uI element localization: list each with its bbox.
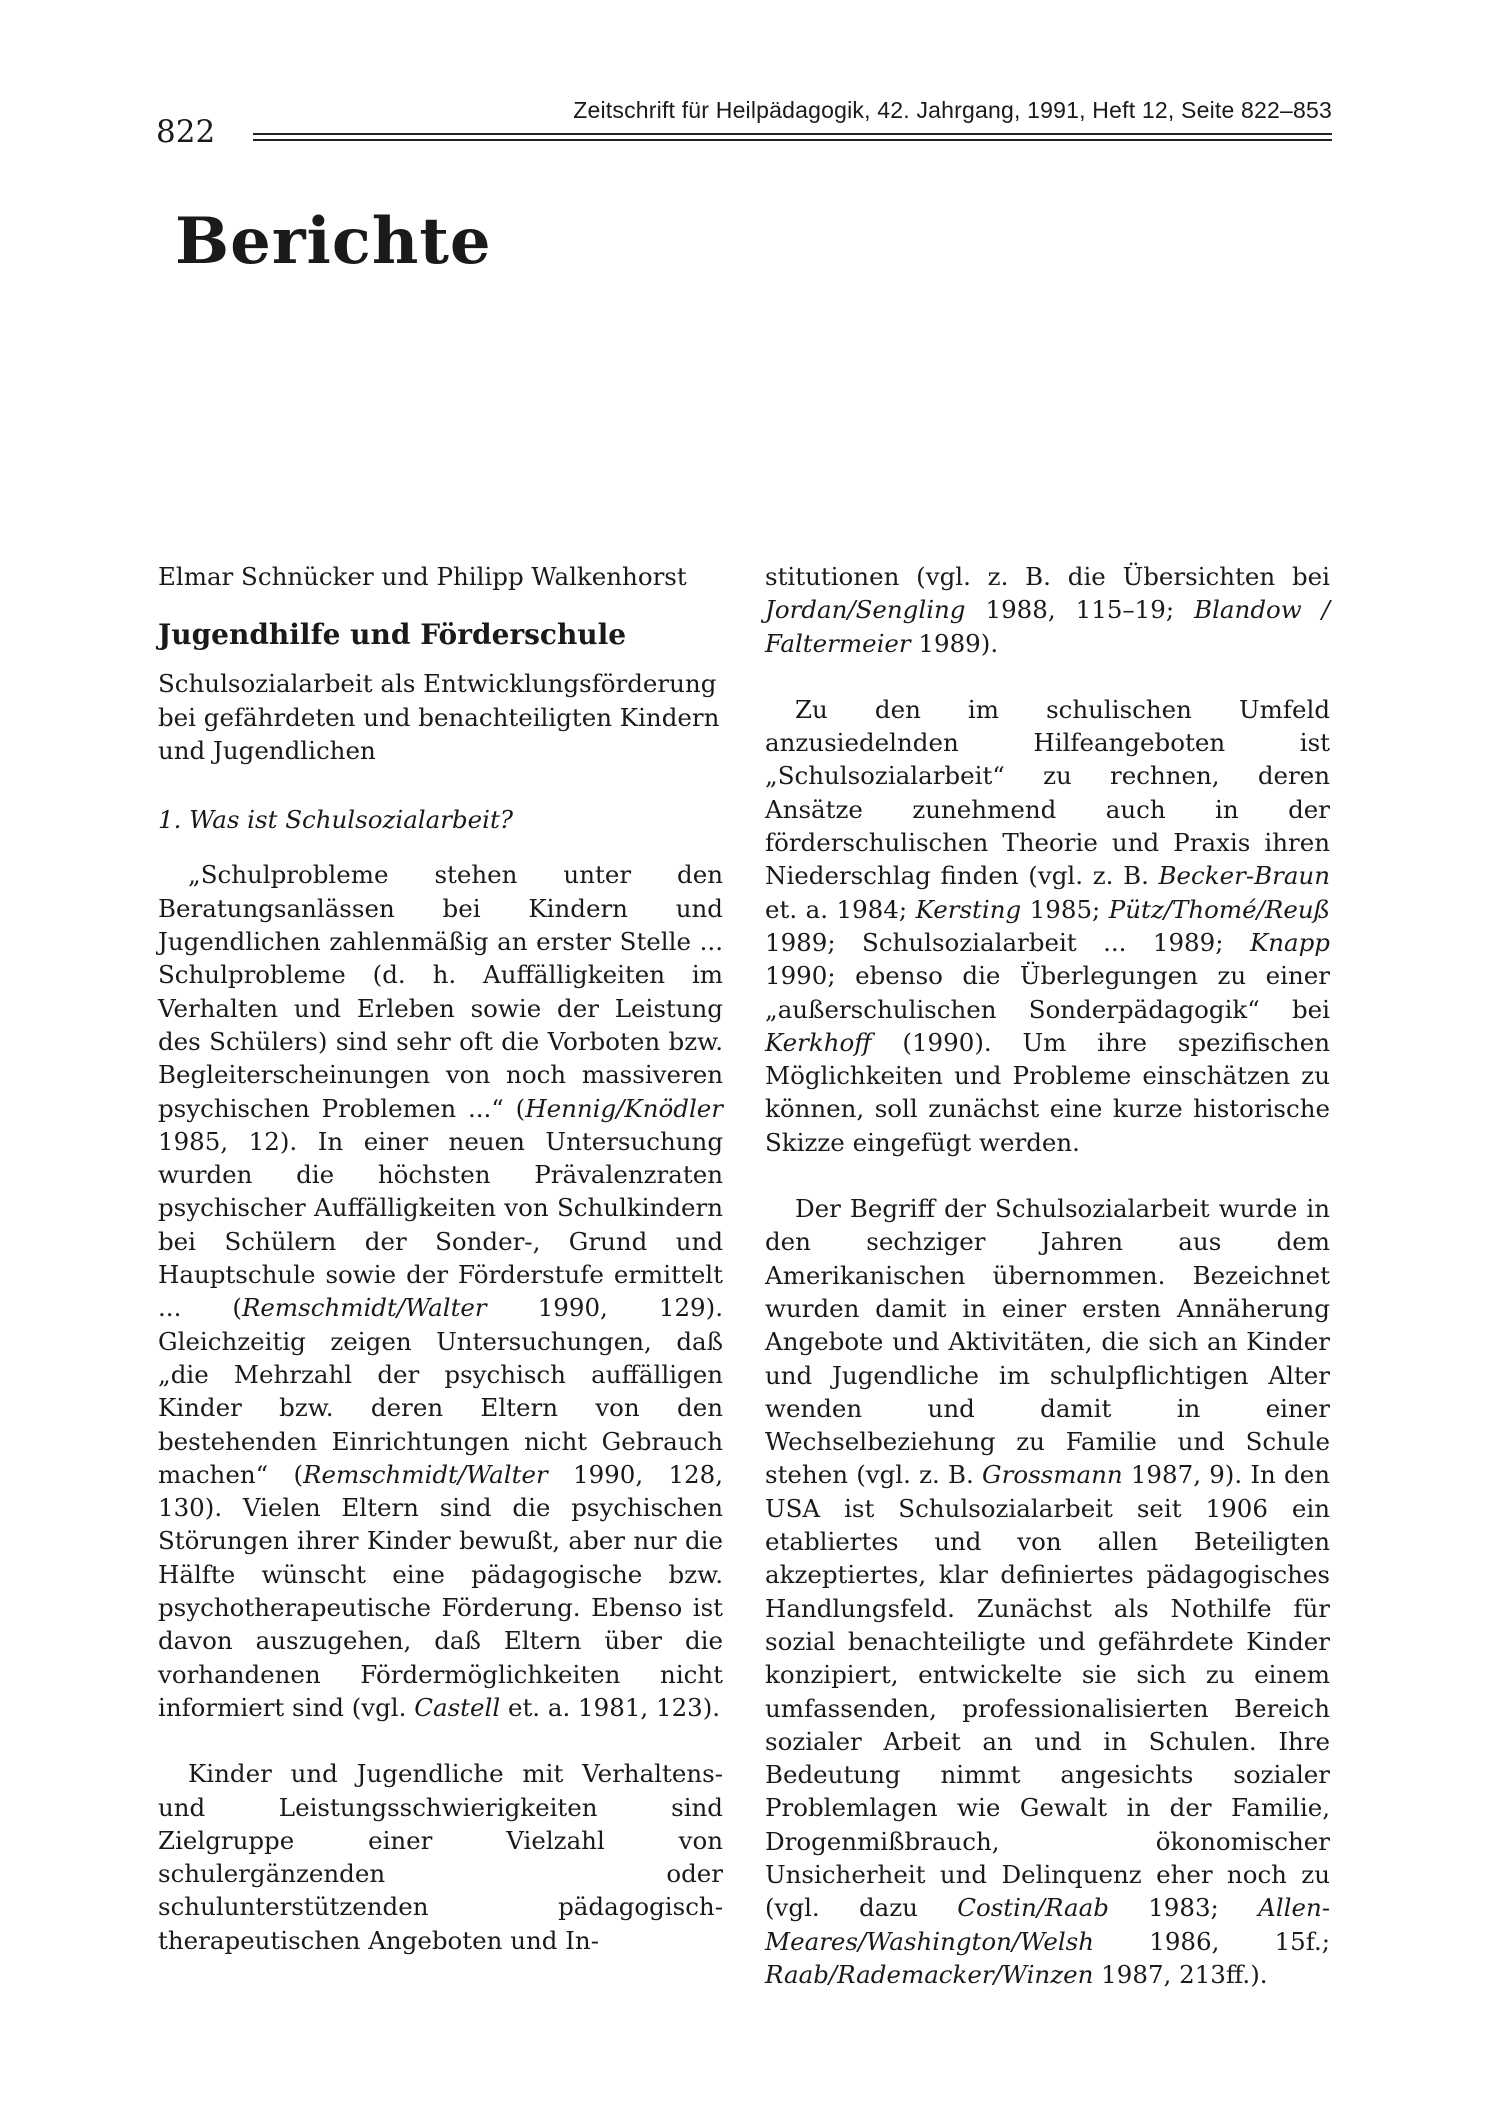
article-title: Jugendhilfe und Förderschule <box>158 618 627 652</box>
text-run: et. a. 1981, 123). <box>500 1692 721 1722</box>
right-paragraph-0 <box>765 560 1330 660</box>
citation: Allen-Meares/Washington/Welsh <box>765 1893 1331 1956</box>
text-run: 1990, 128, 130). Vielen Eltern sind die psychischen Störungen ihrer Kinder bewußt, aber nur die Hälfte wünscht eine pädagogische bzw. psychotherapeutische Förderung. Ebenso ist davon auszugehen, daß Eltern über die vorhandenen Fördermöglichkeiten nicht informiert sind (vgl. <box>158 1459 723 1722</box>
citation: Pütz/Thomé/Reuß <box>1108 894 1330 924</box>
article-subtitle: Schulsozialarbeit als Entwicklungsförderung bei gefährdeten und benachteiligten Kindern und Jugendlichen <box>158 669 720 765</box>
text-run: 1987, 9). In den USA ist Schulsozialarbeit seit 1906 ein etabliertes und von allen Beteiligten akzeptiertes, klar definiertes pädagogisches Handlungsfeld. Zunächst als Nothilfe für sozial benachteiligte und gefährdete Kinder konzipiert, entwickelte sie sich zu einem umfassenden, professionalisierten Bereich sozialer Arbeit an und in Schulen. Ihre Bedeutung nimmt angesichts sozialer Problemlagen wie Gewalt in der Familie, Drogenmißbrauch, ökonomischer Unsicherheit und Delinquenz eher noch zu (vgl. dazu <box>765 1460 1330 1923</box>
text-run: Zu den im schulischen Umfeld anzusiedelnden Hilfeangeboten ist „Schulsozialarbeit“ zu rechnen, deren Ansätze zunehmend auch in der förderschulischen Theorie und Praxis ihren Niederschlag finden (vgl. z. B. <box>765 694 1330 891</box>
text-run: 1987, 213ff.). <box>1093 1959 1268 1989</box>
right-column <box>765 560 1330 1991</box>
citation: Blandow / Faltermeier <box>765 595 1330 658</box>
text-run: et. a. 1984; <box>765 894 916 924</box>
page-number: 822 <box>156 114 216 150</box>
journal-citation: Zeitschrift für Heilpädagogik, 42. Jahrgang, 1991, Heft 12, Seite 822–853 <box>573 97 1332 123</box>
text-run: Der Begriff der Schulsozialarbeit wurde in den sechziger Jahren aus dem Amerikanischen übernommen. Bezeichnet wurden damit in einer ersten Annäherung Angebote und Aktivitäten, die sich an Kinder und Jugendliche im schulpflichtigen Alter wenden und damit in einer Wechselbeziehung zu Familie und Schule stehen (vgl. z. B. <box>765 1194 1330 1490</box>
citation: Castell <box>414 1692 501 1722</box>
citation: Remschmidt/Walter <box>303 1459 548 1489</box>
citation: Jordan/Sengling <box>765 595 966 625</box>
left-column <box>158 560 723 1957</box>
text-run: „Schulprobleme stehen unter den Beratungsanlässen bei Kindern und Jugendlichen zahlenmäßig an erster Stelle ... Schulprobleme (d. h. Auffälligkeiten im Verhalten und Erleben sowie der Leistung des Schülers) sind sehr oft die Vorboten bzw. Begleiterscheinungen von noch massiveren psychischen Problemen ...“ ( <box>158 860 723 1123</box>
citation: Grossmann <box>982 1460 1123 1490</box>
citation: Remschmidt/Walter <box>241 1293 487 1323</box>
header-rule-top <box>253 133 1332 135</box>
header-rule-bottom <box>253 139 1332 141</box>
citation: Kerkhoff <box>765 1027 872 1057</box>
right-paragraph-2 <box>765 1192 1330 1991</box>
left-paragraph-1 <box>158 858 723 1724</box>
right-paragraph-1 <box>765 693 1330 1159</box>
text-run: (1990). Um ihre spezifischen Möglichkeiten und Probleme einschätzen zu können, soll zunächst eine kurze historische Skizze eingefügt werden. <box>765 1027 1330 1157</box>
text-run: 1990, 129). Gleichzeitig zeigen Untersuchungen, daß „die Mehrzahl der psychisch auffälligen Kinder bzw. deren Eltern von den bestehenden Einrichtungen nicht Gebrauch machen“ ( <box>158 1293 723 1489</box>
text-run: 1990; ebenso die Überlegungen zu einer „außerschulischen Sonderpädagogik“ bei <box>765 961 1330 1024</box>
section-heading: 1. Was ist Schulsozialarbeit? <box>158 805 513 835</box>
section-title: Berichte <box>175 204 492 279</box>
citation: Costin/Raab <box>957 1893 1109 1923</box>
text-run: stitutionen (vgl. z. B. die Übersichten bei <box>765 562 1330 591</box>
text-run: 1986, 15f.; <box>1094 1926 1330 1956</box>
citation: Hennig/Knödler <box>525 1093 723 1123</box>
citation: Knapp <box>1249 927 1330 957</box>
text-run: 1989). <box>910 628 999 658</box>
text-run: 1983; <box>1108 1893 1259 1923</box>
text-run: 1985, 12). In einer neuen Untersuchung wurden die höchsten Prävalenzraten psychischer Auffälligkeiten von Schulkindern bei Schülern der Sonder-, Grund und Hauptschule sowie der Förderstufe ermittelt ... ( <box>158 1126 723 1323</box>
text-run: 1989; Schulsozialarbeit ... 1989; <box>765 927 1250 957</box>
text-run: 1988, 115–19; <box>965 595 1195 625</box>
citation: Kersting <box>915 894 1022 924</box>
text-run: 1985; <box>1021 894 1109 924</box>
article-authors: Elmar Schnücker und Philipp Walkenhorst <box>158 562 687 591</box>
citation: Raab/Rademacker/Winzen <box>765 1959 1094 1989</box>
citation: Becker-Braun <box>1158 861 1330 891</box>
left-paragraph-2: Kinder und Jugendliche mit Verhaltens- und Leistungsschwierigkeiten sind Zielgruppe einer Vielzahl von schulergänzenden oder schulunterstützenden pädagogisch-therapeutischen Angeboten und In- <box>158 1759 723 1955</box>
